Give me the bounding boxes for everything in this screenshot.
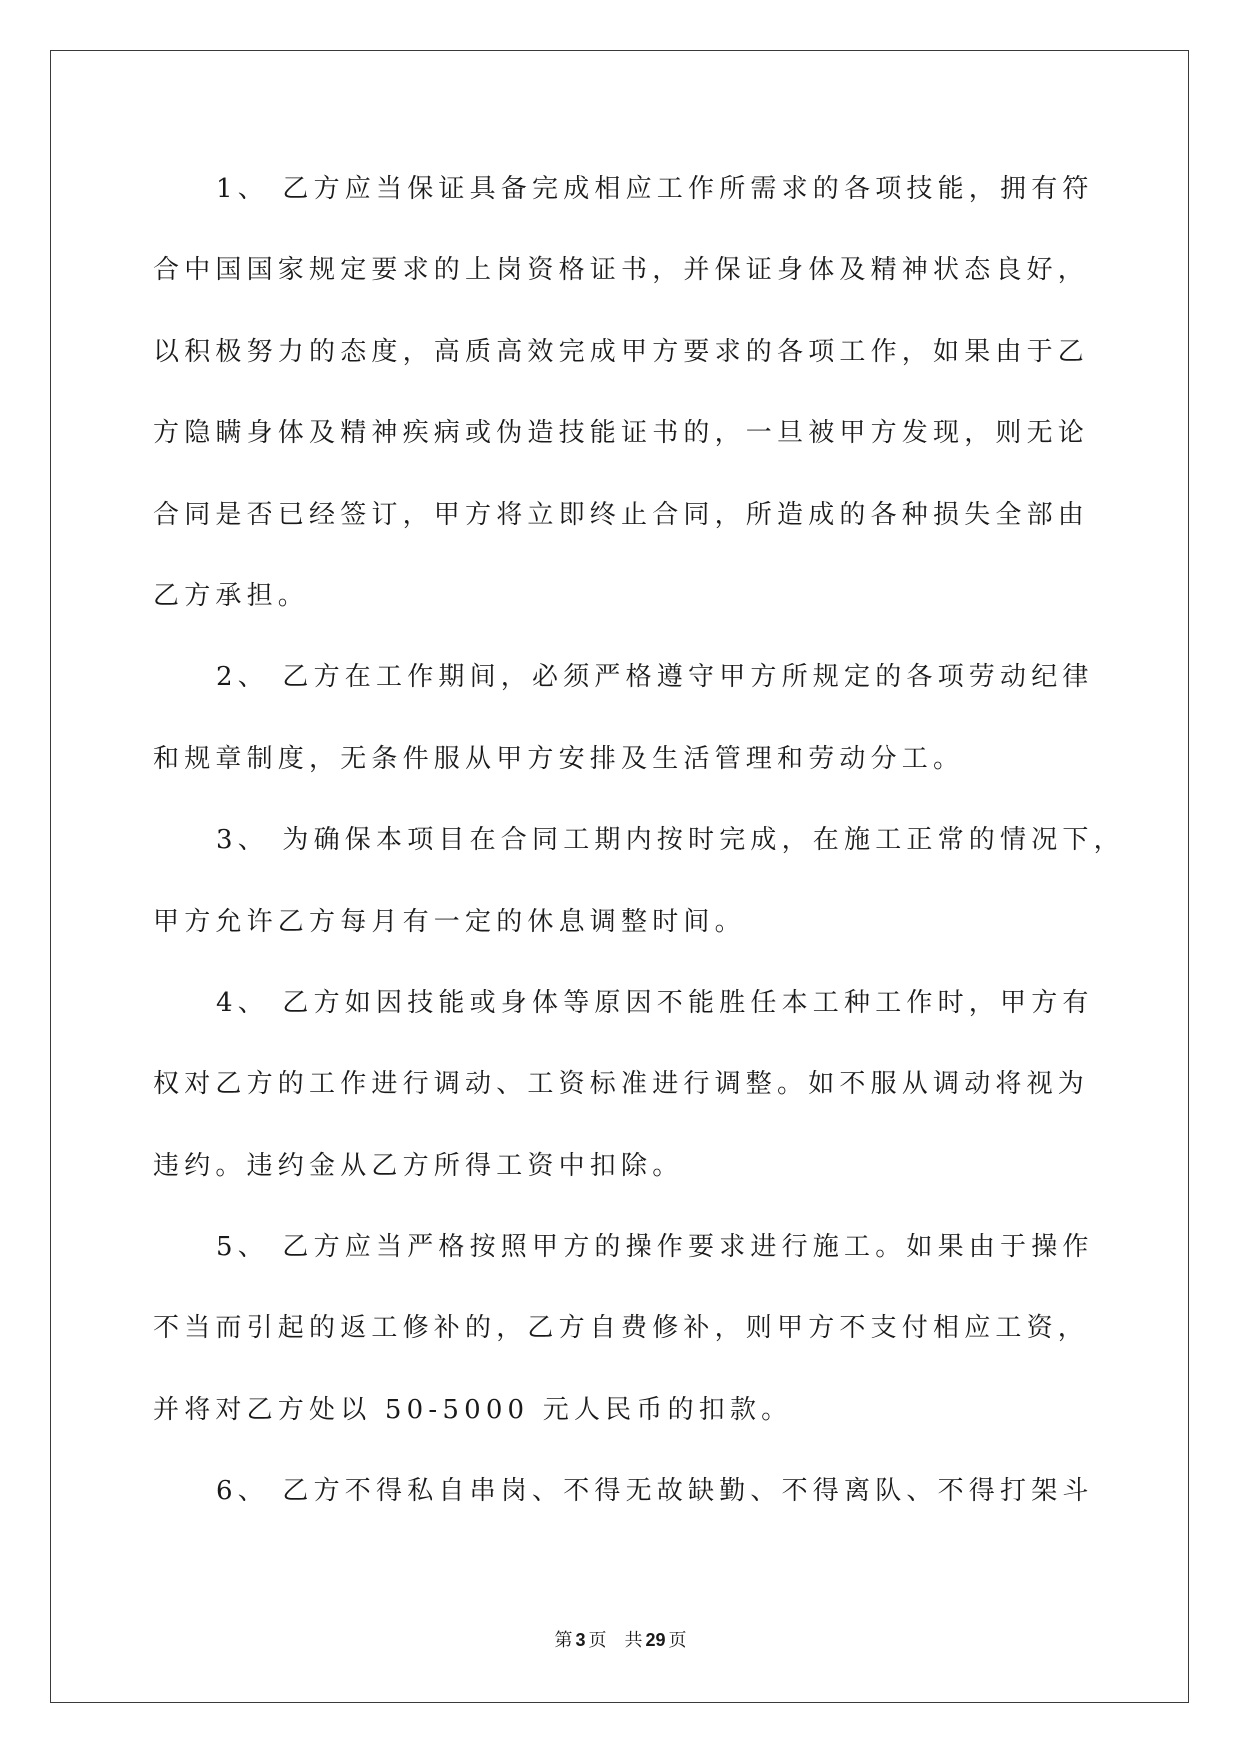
paragraph-6 [153, 1451, 1113, 1532]
paragraph-line: 1、 乙方应当保证具备完成相应工作所需求的各项技能，拥有符 [216, 174, 1094, 204]
paragraph-line: 和规章制度，无条件服从甲方安排及生活管理和劳动分工。 [153, 743, 965, 774]
paragraph-2 [153, 637, 1113, 800]
paragraph-line: 违约。违约金从乙方所得工资中扣除。 [153, 1150, 684, 1181]
paragraph-4 [153, 963, 1113, 1207]
paragraph-3 [153, 800, 1125, 963]
total-pages-suffix: 页 [668, 1630, 687, 1651]
current-page-number: 3 [575, 1630, 586, 1650]
total-pages-prefix: 共 [624, 1630, 643, 1651]
paragraph-line: 甲方允许乙方每月有一定的休息调整时间。 [153, 906, 746, 937]
paragraph-line: 合中国国家规定要求的上岗资格证书，并保证身体及精神状态良好， [153, 255, 1090, 286]
paragraph-line: 权对乙方的工作进行调动、工资标准进行调整。如不服从调动将视为 [153, 1069, 1090, 1100]
document-body [153, 149, 1125, 1533]
paragraph-line: 6、 乙方不得私自串岗、不得无故缺勤、不得离队、不得打架斗 [216, 1476, 1094, 1507]
paragraph-line: 以积极努力的态度，高质高效完成甲方要求的各项工作，如果由于乙 [153, 336, 1090, 367]
paragraph-line: 并将对乙方处以 50-5000 元人民币的扣款。 [153, 1394, 793, 1425]
page-footer [0, 1626, 1241, 1654]
paragraph-line: 2、 乙方在工作期间，必须严格遵守甲方所规定的各项劳动纪律 [216, 662, 1094, 693]
paragraph-line: 方隐瞒身体及精神疾病或伪造技能证书的，一旦被甲方发现，则无论 [153, 418, 1090, 449]
paragraph-line: 合同是否已经签订，甲方将立即终止合同，所造成的各种损失全部由 [153, 499, 1090, 530]
page-number-prefix: 第 [554, 1630, 573, 1651]
paragraph-line: 5、 乙方应当严格按照甲方的操作要求进行施工。如果由于操作 [216, 1232, 1094, 1263]
total-page-count: 29 [645, 1630, 666, 1650]
paragraph-line: 3、 为确保本项目在合同工期内按时完成，在施工正常的情况下， [216, 825, 1125, 856]
paragraph-line: 乙方承担。 [153, 580, 310, 611]
paragraph-5 [153, 1207, 1113, 1451]
paragraph-line: 4、 乙方如因技能或身体等原因不能胜任本工种工作时，甲方有 [216, 987, 1094, 1018]
paragraph-line: 不当而引起的返工修补的，乙方自费修补，则甲方不支付相应工资， [153, 1313, 1090, 1344]
paragraph-1 [153, 149, 1113, 637]
page-number-suffix: 页 [588, 1630, 607, 1651]
